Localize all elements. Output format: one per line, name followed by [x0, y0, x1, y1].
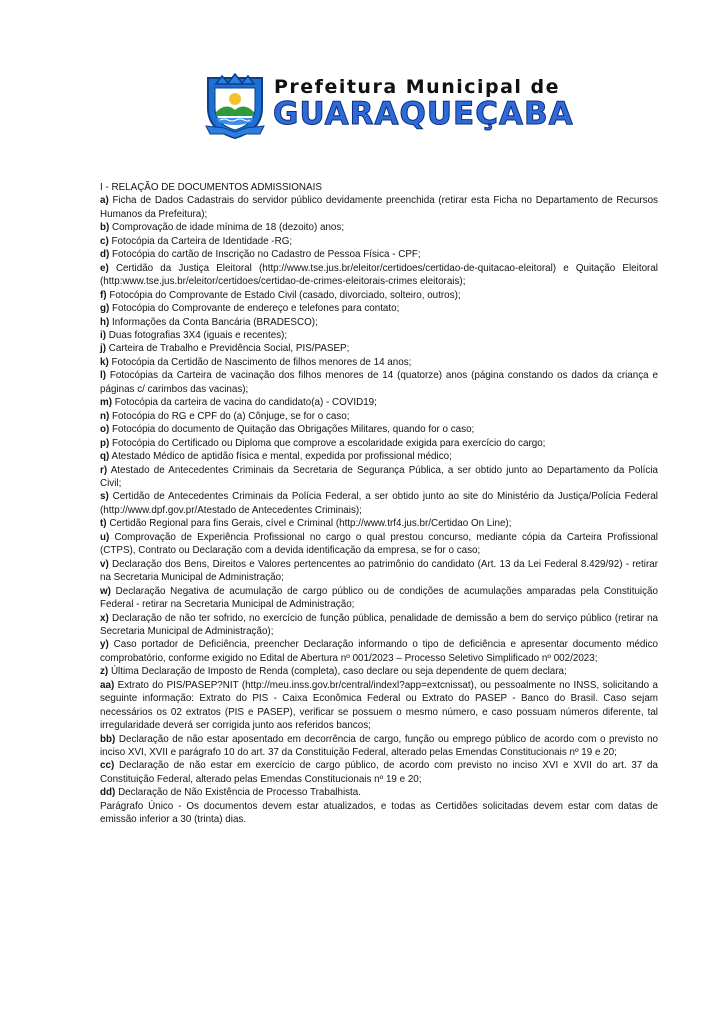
list-item — [100, 786, 658, 799]
item-text: Fotocópia da carteira de vacina do candidato(a) - COVID19; — [114, 397, 377, 409]
list-item — [100, 369, 658, 396]
item-text: Declaração Negativa de acumulação de cargo público ou de condições de acumulações amparadas pela Constituição Federal - retirar na Secretaria Municipal de Administração; — [100, 585, 658, 611]
item-text: Declaração de não ter sofrido, no exercício de função pública, penalidade de demissão a bem do serviço público (retirar na Secretaria Municipal de Administração); — [100, 612, 658, 637]
item-text: Fotocópia do Comprovante de endereço e telefones para contato; — [112, 303, 400, 315]
item-letter: dd) — [100, 787, 116, 799]
item-letter: aa) — [100, 679, 115, 691]
list-item — [100, 759, 658, 786]
item-letter: a) — [100, 195, 109, 207]
item-text: Declaração de não estar aposentado em decorrência de cargo, função ou emprego público de acordo com o previsto no inciso XVI, XVII e parágrafo 10 do art. 37 da Constituição Federal, alterado pelas Emendas Constitucionais nº 19 e 20; — [100, 733, 658, 759]
list-item — [100, 396, 658, 409]
item-letter: k) — [100, 356, 109, 368]
list-item — [100, 665, 658, 678]
item-letter: r) — [100, 464, 108, 476]
list-item — [100, 262, 658, 289]
item-letter: c) — [100, 235, 109, 247]
item-text: Declaração de Não Existência de Processo Trabalhista. — [118, 787, 362, 799]
item-text: Fotocópia do Comprovante de Estado Civil (casado, divorciado, solteiro, outros); — [109, 289, 461, 301]
item-letter: t) — [100, 518, 107, 530]
item-letter: h) — [100, 316, 110, 328]
document-body — [100, 181, 658, 827]
list-item — [100, 464, 658, 491]
item-letter: e) — [100, 262, 109, 274]
item-letter: cc) — [100, 760, 115, 772]
item-letter: f) — [100, 289, 107, 301]
item-letter: v) — [100, 558, 109, 570]
item-letter: z) — [100, 666, 109, 678]
item-letter: g) — [100, 303, 110, 315]
item-letter: y) — [100, 639, 109, 651]
item-text: Fotocópia da Carteira de Identidade -RG; — [111, 235, 293, 247]
list-item — [100, 638, 658, 665]
item-letter: m) — [100, 397, 113, 409]
item-letter: o) — [100, 424, 110, 436]
item-text: Fotocópias da Carteira de vacinação dos filhos menores de 14 (quatorze) anos (página constando os dados da criança e páginas c/ carimbos das vacinas); — [100, 370, 658, 395]
list-item — [100, 342, 658, 355]
item-text: Duas fotografias 3X4 (iguais e recentes); — [108, 329, 288, 341]
item-letter: x) — [100, 612, 109, 624]
list-item — [100, 235, 658, 248]
header-line-2: GUARAQUEÇABA — [273, 96, 574, 132]
item-text: Carteira de Trabalho e Previdência Social, PIS/PASEP; — [108, 343, 350, 355]
item-text: Fotocópia da Certidão de Nascimento de filhos menores de 14 anos; — [111, 356, 412, 368]
item-letter: i) — [100, 329, 107, 341]
paragraph-unico: Parágrafo Único - Os documentos devem estar atualizados, e todas as Certidões solicitadas devem estar com datas de emissão inferior a 30 (trinta) dias. — [100, 800, 658, 826]
item-letter: j) — [100, 343, 107, 355]
section-title: I - RELAÇÃO DE DOCUMENTOS ADMISSIONAIS — [100, 182, 322, 193]
list-item — [100, 612, 658, 639]
item-letter: d) — [100, 249, 110, 261]
item-letter: l) — [100, 370, 107, 382]
item-text: Atestado Médico de aptidão física e mental, expedida por profissional médico; — [111, 451, 452, 463]
header-line-1: Prefeitura Municipal de — [274, 76, 561, 98]
list-item — [100, 450, 658, 463]
item-letter: bb) — [100, 733, 116, 745]
item-text: Certidão Regional para fins Gerais, cível e Criminal (http://www.trf4.jus.br/Certidao On Line); — [109, 518, 512, 530]
list-item — [100, 302, 658, 315]
list-item — [100, 585, 658, 612]
item-text: Fotocópia do Certificado ou Diploma que comprove a escolaridade exigida para exercício do cargo; — [112, 437, 546, 449]
item-letter: b) — [100, 222, 110, 234]
item-text: Extrato do PIS/PASEP?NIT (http://meu.inss.gov.br/central/indexl?app=extcnissat), ou pessoalmente no INSS, solicitando a seguinte informação: Extrato do PIS - Caixa Econômica Federal ou Extrato do PASEP - Banco do Brasil. Caso sejam necessários os 02 extratos (PIS e PASEP), verificar se possuem o mesmo número, e caso possuam números diferente, tal irregularidade deverá ser corrigida junto aos referidos bancos; — [100, 679, 658, 732]
item-letter: w) — [100, 585, 111, 597]
letterhead — [204, 72, 574, 142]
item-letter: p) — [100, 437, 110, 449]
item-text: Caso portador de Deficiência, preencher Declaração informando o tipo de deficiência e apresentar documento médico comprobatório, conforme exigido no Edital de Abertura nº 001/2023 – Processo Seletivo Simplificado nº 002/2023; — [100, 639, 658, 664]
item-letter: q) — [100, 451, 110, 463]
list-item — [100, 316, 658, 329]
list-item — [100, 558, 658, 585]
list-item — [100, 410, 658, 423]
list-item — [100, 423, 658, 436]
list-item — [100, 679, 658, 733]
item-text: Certidão da Justiça Eleitoral (http://www.tse.jus.br/eleitor/certidoes/certidao-de-quitacao-eleitoral) e Quitação Eleitoral (http:www.tse.jus.br/eleitor/certidoes/certidao-de-crimes-eleitorais-crimes eleitorais); — [100, 262, 658, 288]
item-text: Comprovação de idade mínima de 18 (dezoito) anos; — [112, 222, 345, 234]
list-item — [100, 356, 658, 369]
item-letter: n) — [100, 410, 110, 422]
item-text: Fotocópia do cartão de Inscrição no Cadastro de Pessoa Física - CPF; — [112, 249, 421, 261]
item-letter: u) — [100, 531, 110, 543]
item-text: Ficha de Dados Cadastrais do servidor público devidamente preenchida (retirar esta Ficha no Departamento de Recursos Humanos da Prefeitura); — [100, 195, 658, 220]
item-text: Declaração dos Bens, Direitos e Valores pertencentes ao patrimônio do candidato (Art. 13 da Lei Federal 8.429/92) - retirar na Secretaria Municipal de Administração; — [100, 558, 658, 584]
item-text: Fotocópia do documento de Quitação das Obrigações Militares, quando for o caso; — [112, 424, 475, 436]
list-item — [100, 248, 658, 261]
item-text: Comprovação de Experiência Profissional no cargo o qual prestou concurso, mediante cópia da Carteira Profissional (CTPS), Contrato ou Declaração com a devida identificação da empresa, se for o caso; — [100, 531, 658, 557]
list-item — [100, 517, 658, 530]
item-text: Atestado de Antecedentes Criminais da Secretaria de Segurança Pública, a ser obtido junto ao Departamento da Polícia Civil; — [100, 464, 658, 489]
item-text: Última Declaração de Imposto de Renda (completa), caso declare ou seja dependente de quem declara; — [110, 666, 567, 678]
list-item — [100, 490, 658, 517]
list-item — [100, 437, 658, 450]
list-item — [100, 289, 658, 302]
list-item — [100, 221, 658, 234]
list-item — [100, 329, 658, 342]
municipal-crest-icon — [204, 72, 266, 140]
item-text: Certidão de Antecedentes Criminais da Polícia Federal, a ser obtido junto ao site do Ministério da Justiça/Polícia Federal (http://www.dpf.gov.pr/Atestado de Antecedentes Criminais); — [100, 491, 658, 516]
item-text: Fotocópia do RG e CPF do (a) Cônjuge, se for o caso; — [112, 410, 350, 422]
item-letter: s) — [100, 491, 109, 503]
list-item — [100, 733, 658, 760]
list-item — [100, 194, 658, 221]
list-item — [100, 531, 658, 558]
item-text: Declaração de não estar em exercício de cargo público, de acordo com previsto no inciso XVI e XVII do art. 37 da Constituição Federal, alterado pelas Emendas Constitucionais nº 19 e 20; — [100, 760, 658, 785]
item-text: Informações da Conta Bancária (BRADESCO); — [112, 316, 318, 328]
document-list — [100, 194, 658, 799]
